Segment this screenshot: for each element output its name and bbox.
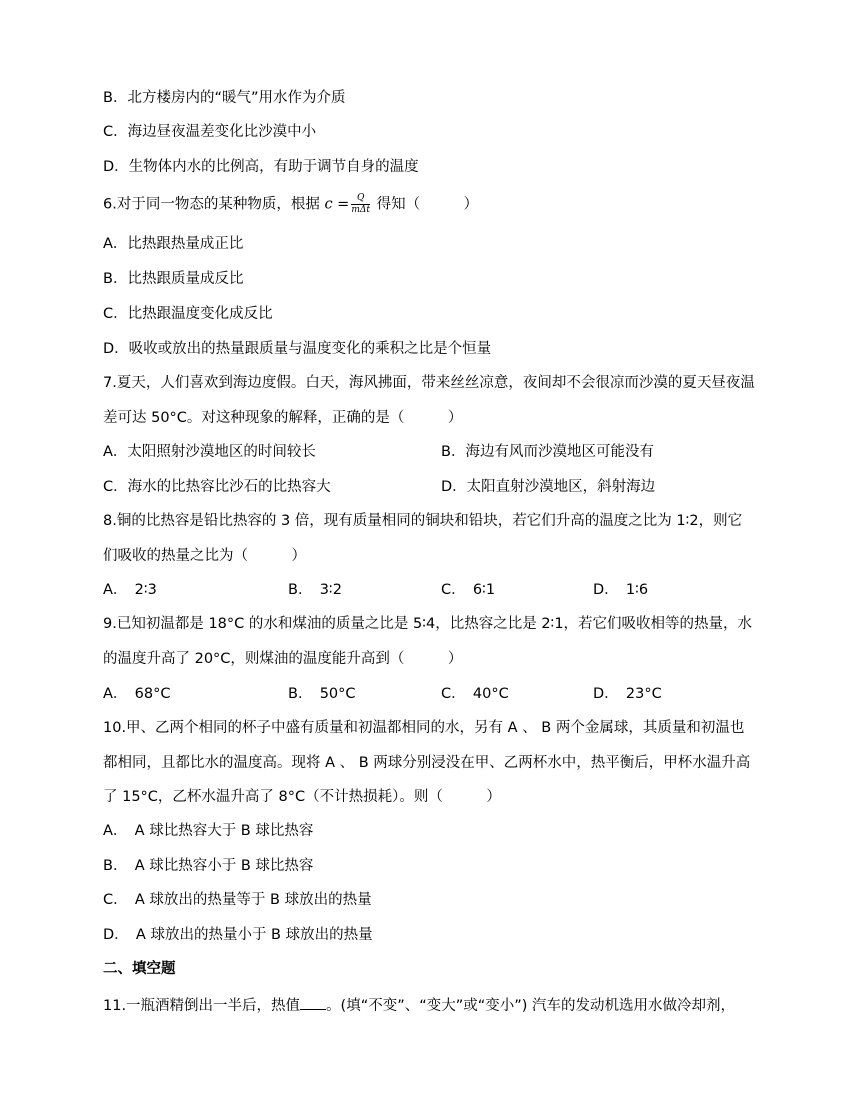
- q7-option-d: D．太阳直射沙漠地区，斜射海边: [441, 479, 656, 495]
- q8-option-a: A． 2∶3: [103, 582, 157, 598]
- q7-option-c: C．海水的比热容比沙石的比热容大: [103, 479, 331, 495]
- section-title-fill-in: 二、填空题: [103, 961, 176, 977]
- q6-option-c: C．比热跟温度变化成反比: [103, 306, 273, 322]
- q6-option-b: B．比热跟质量成反比: [103, 271, 244, 287]
- q6-stem-pre: 6.对于同一物态的某种物质，根据: [103, 196, 320, 213]
- q8-option-b: B． 3∶2: [288, 582, 342, 598]
- q11-answer-blank: [300, 995, 326, 1010]
- q10-stem-line2: 都相同，且都比水的温度高。现将 A 、 B 两球分别浸没在甲、乙两杯水中，热平衡后，甲杯水温升高: [103, 755, 751, 771]
- q6-option-d: D．吸收或放出的热量跟质量与温度变化的乘积之比是个恒量: [103, 341, 492, 357]
- q6-stem: [103, 194, 478, 215]
- q8-stem-line1: 8.铜的比热容是铅比热容的 3 倍，现有质量相同的铜块和铅块，若它们升高的温度之比为 1∶2，则它: [103, 513, 743, 529]
- q9-stem-line2: 的温度升高了 20°C，则煤油的温度能升高到（ ）: [103, 651, 463, 667]
- q10-option-a: A． A 球比热容大于 B 球比热容: [103, 823, 314, 839]
- q6-formula-numerator: Q: [351, 194, 370, 205]
- q8-option-c: C． 6∶1: [441, 582, 496, 598]
- q11-stem: [103, 995, 735, 1016]
- q6-formula-denominator: mΔt: [351, 205, 370, 215]
- q8-stem-line2: 们吸收的热量之比为（ ）: [103, 548, 306, 564]
- q5-option-d: D．生物体内水的比例高，有助于调节自身的温度: [103, 159, 419, 175]
- q10-stem-line1: 10.甲、乙两个相同的杯子中盛有质量和初温都相同的水，另有 A 、 B 两个金属球，其质量和初温也: [103, 720, 745, 736]
- q9-stem-line1: 9.已知初温都是 18°C 的水和煤油的质量之比是 5∶4，比热容之比是 2∶1，若它们吸收相等的热量，水: [103, 616, 753, 632]
- q10-option-d: D． A 球放出的热量小于 B 球放出的热量: [103, 927, 373, 943]
- q9-option-c: C． 40°C: [441, 686, 509, 702]
- q11-stem-post: 。(填“不变”、“变大”或“变小”) 汽车的发动机选用水做冷却剂，: [326, 998, 736, 1014]
- q7-stem-line2: 差可达 50°C。对这种现象的解释，正确的是（ ）: [103, 410, 463, 426]
- q6-stem-post: 得知（ ）: [376, 196, 479, 213]
- q6-formula-fraction: [351, 194, 370, 215]
- q9-option-b: B． 50°C: [288, 686, 356, 702]
- q9-option-a: A． 68°C: [103, 686, 171, 702]
- q7-option-b: B．海边有风而沙漠地区可能没有: [441, 444, 654, 460]
- q7-stem-line1: 7.夏天，人们喜欢到海边度假。白天，海风拂面，带来丝丝凉意，夜间却不会很凉而沙漠的夏天昼夜温: [103, 375, 755, 391]
- q11-stem-pre: 11.一瓶酒精倒出一半后，热值: [103, 998, 301, 1014]
- q10-option-c: C． A 球放出的热量等于 B 球放出的热量: [103, 892, 372, 908]
- q10-option-b: B． A 球比热容小于 B 球比热容: [103, 858, 314, 874]
- q9-option-d: D． 23°C: [593, 686, 662, 702]
- q7-option-a: A．太阳照射沙漠地区的时间较长: [103, 444, 316, 460]
- q6-formula-lhs: c =: [324, 196, 350, 213]
- q6-option-a: A．比热跟热量成正比: [103, 236, 244, 252]
- q5-option-b: B．北方楼房内的“暖气”用水作为介质: [103, 90, 346, 106]
- q8-option-d: D． 1∶6: [593, 582, 649, 598]
- q10-stem-line3: 了 15°C，乙杯水温升高了 8°C（不计热损耗）。则（ ）: [103, 789, 501, 805]
- q5-option-c: C．海边昼夜温差变化比沙漠中小: [103, 124, 317, 140]
